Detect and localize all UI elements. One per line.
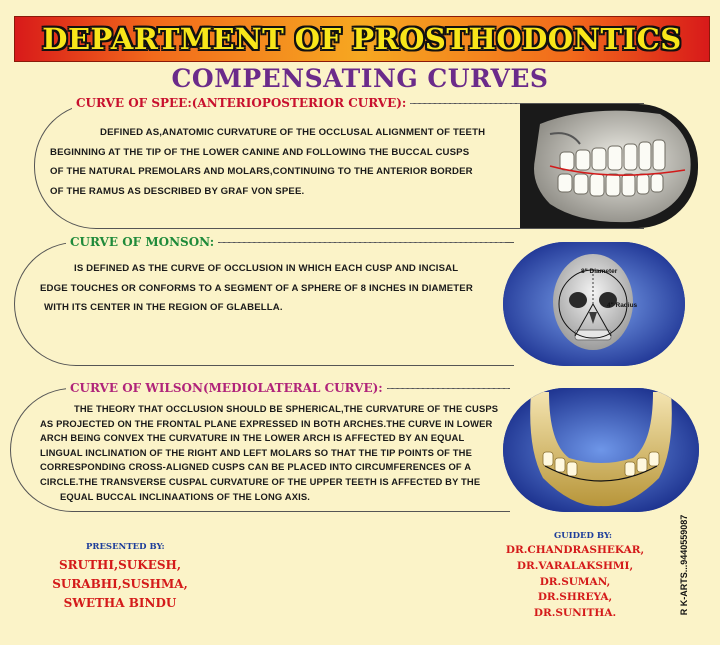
presenters-list (40, 556, 200, 613)
guide-name: DR.CHANDRASHEKAR, (505, 544, 645, 556)
guides-list (490, 543, 660, 622)
wilson-line: EQUAL BUCCAL INCLINAATIONS OF THE LONG AXIS. (60, 490, 311, 502)
monson-line: IS DEFINED AS THE CURVE OF OCCLUSION IN WHICH EACH CUSP AND INCISAL (74, 263, 459, 274)
monson-skull-image (503, 242, 685, 366)
guided-by-label: GUIDED BY: (554, 531, 613, 541)
title-banner (14, 16, 710, 62)
presented-by-label: PRESENTED BY: (86, 542, 165, 552)
spee-line: BEGINNING AT THE TIP OF THE LOWER CANINE AND FOLLOWING THE BUCCAL CUSPS (50, 146, 470, 158)
poster-subtitle: COMPENSATING CURVES (171, 64, 549, 93)
diameter-label: 8" Diameter (581, 268, 618, 275)
wilson-line: THE THEORY THAT OCCLUSION SHOULD BE SPHERICAL,THE CURVATURE OF THE CUSPS (74, 403, 499, 414)
monson-line: WITH ITS CENTER IN THE REGION OF GLABELLA. (44, 302, 283, 313)
department-title: DEPARTMENT OF PROSTHODONTICS (42, 22, 682, 56)
monson-title-rule (205, 242, 505, 243)
guide-name: DR.SUNITHA. (533, 607, 617, 620)
wilson-title: CURVE OF WILSON(MEDIOLATERAL CURVE): (66, 381, 387, 395)
spee-line: OF THE NATURAL PREMOLARS AND MOLARS,CONTINUING TO THE ANTERIOR BORDER (50, 166, 473, 177)
monson-text (40, 259, 473, 318)
wilson-line: CIRCLE.THE TRANSVERSE CUSPAL CURVATURE OF THE UPPER TEETH IS AFFECTED BY THE (40, 475, 481, 487)
radius-label: 4" Radius (607, 302, 638, 309)
guide-name: DR.SUMAN, (539, 575, 611, 588)
guide-name: DR.SHREYA, (537, 591, 613, 604)
presenter-name: SRUTHI,SUKESH, (58, 558, 182, 572)
wilson-line: AS PROJECTED ON THE FRONTAL PLANE EXPRESSED IN BOTH ARCHES.THE CURVE IN LOWER (40, 417, 493, 429)
spee-line: OF THE RAMUS AS DESCRIBED BY GRAF VON SPEE. (50, 185, 305, 197)
wilson-mandible-image (503, 388, 699, 512)
monson-title: CURVE OF MONSON: (66, 235, 218, 249)
spee-title: CURVE OF SPEE:(ANTERIOPOSTERIOR CURVE): (72, 96, 410, 110)
wilson-line: CORRESPONDING CROSS-ALIGNED CUSPS CAN BE PLACED INTO CIRCUMFERENCES OF A (40, 461, 472, 473)
spee-line: DEFINED AS,ANATOMIC CURVATURE OF THE OCCLUSAL ALIGNMENT OF TEETH (100, 127, 486, 138)
wilson-line: LINGUAL INCLINATION OF THE RIGHT AND LEFT MOLARS SO THAT THE TIP POINTS OF THE (40, 446, 472, 458)
artist-credit: R K-ARTS...9440559087 (679, 514, 689, 616)
guide-name: DR.VARALAKSHMI, (516, 559, 634, 572)
presenter-name: SURABHI,SUSHMA, (52, 577, 188, 591)
spee-skull-image (520, 104, 698, 228)
wilson-line: ARCH BEING CONVEX THE CURVATURE IN THE LOWER ARCH IS AFFECTED BY AN EQUAL (40, 432, 465, 444)
presenter-name: SWETHA BINDU (63, 596, 177, 610)
spee-text (50, 123, 485, 201)
wilson-text (40, 402, 498, 504)
monson-line: EDGE TOUCHES OR CONFORMS TO A SEGMENT OF A SPHERE OF 8 INCHES IN DIAMETER (40, 282, 473, 294)
